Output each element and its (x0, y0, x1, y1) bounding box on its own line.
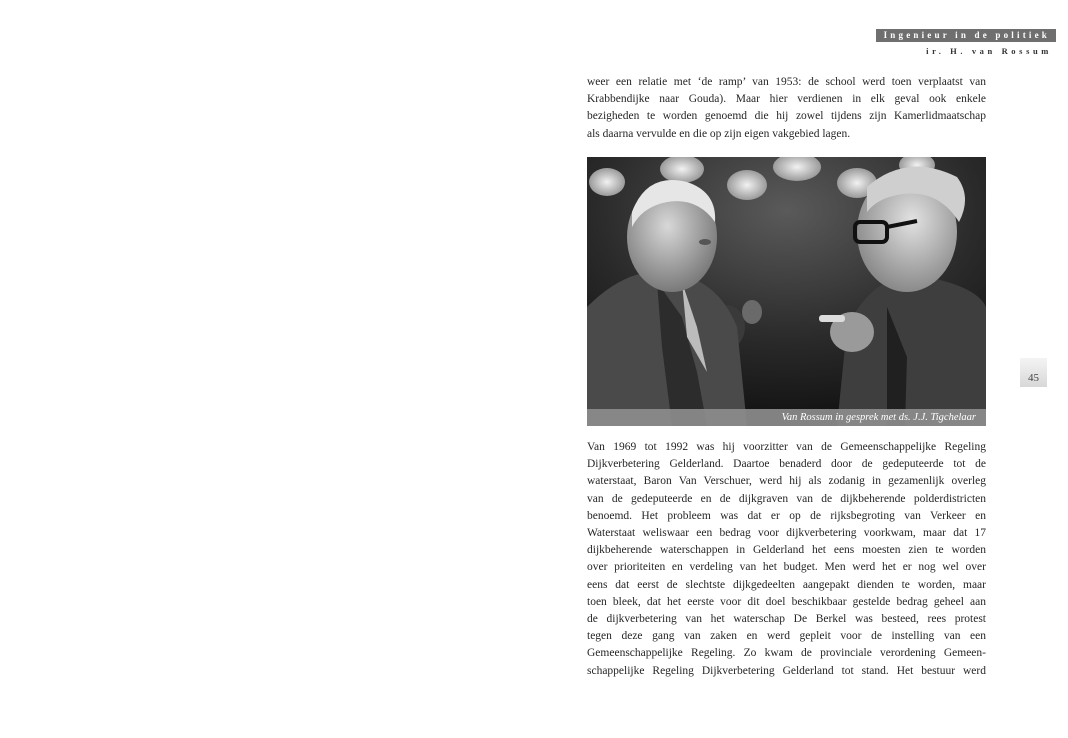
text-line: toen bleek, dat het eerste voor dit doel beschikbaar gestelde bedrag geheel aan (587, 595, 986, 608)
page-number: 45 (1028, 372, 1039, 384)
running-header-author: ir. H. van Rossum (926, 46, 1052, 56)
running-header-title: Ingenieur in de politiek (876, 29, 1056, 42)
text-line: Waterstaat weliswaar een bedrag voor dijkverbetering voorkwam, maar dat 17 (587, 527, 986, 540)
body-paragraph-2 (587, 439, 986, 680)
photo-illustration (587, 157, 986, 426)
text-line: eens dat eerst de slechtste dijkgedeelten aangepakt dienden te worden, maar (587, 578, 986, 591)
text-line: over prioriteiten en verdeling van het budget. Men werd het er nog wel over (587, 561, 986, 574)
text-line: van de gedeputeerde en de dijkgraven van de dijkbeherende polderdistricten (587, 492, 986, 505)
text-line: bezigheden te worden genoemd die hij zowel tijdens zijn Kamerlidmaatschap (587, 110, 986, 123)
photograph (587, 157, 986, 426)
running-header (876, 25, 1056, 56)
text-line: als daarna vervulde en die op zijn eigen vakgebied lagen. (587, 127, 851, 140)
text-line: schappelijke Regeling Dijkverbetering Gelderland tot stand. Het bestuur werd (587, 664, 986, 677)
text-line: Van 1969 tot 1992 was hij voorzitter van de Gemeenschappelijke Regeling (587, 441, 986, 453)
text-line: de dijkverbetering van het waterschap De Berkel was besteed, rees protest (587, 613, 986, 626)
text-line: Dijkverbetering Gelderland. Daartoe benaderd door de gedeputeerde tot de (587, 458, 986, 471)
text-line: benoemd. Het probleem was dat er op de rijksbegroting van Verkeer en (587, 509, 986, 522)
page-number-tab (1020, 358, 1047, 387)
photo-caption: Van Rossum in gesprek met ds. J.J. Tigchelaar (587, 409, 986, 426)
text-line: dijkbeherende waterschappen in Gelderland het eens moesten zien te worden (587, 544, 986, 557)
text-line: waterstaat, Baron Van Verschuer, werd hij als zodanig in gezamenlijk overleg (587, 475, 986, 488)
text-line: tegen deze gang van zaken en werd gepleit voor de instelling van een (587, 630, 986, 643)
text-line: weer een relatie met ‘de ramp’ van 1953: de school werd toen verplaatst van (587, 76, 986, 88)
text-line: Krabbendijke naar Gouda). Maar hier verdienen in elk geval ook enkele (587, 93, 986, 106)
text-line: Gemeenschappelijke Regeling. Zo kwam de provinciale verordening Gemeen- (587, 647, 986, 660)
body-paragraph-1 (587, 74, 986, 143)
